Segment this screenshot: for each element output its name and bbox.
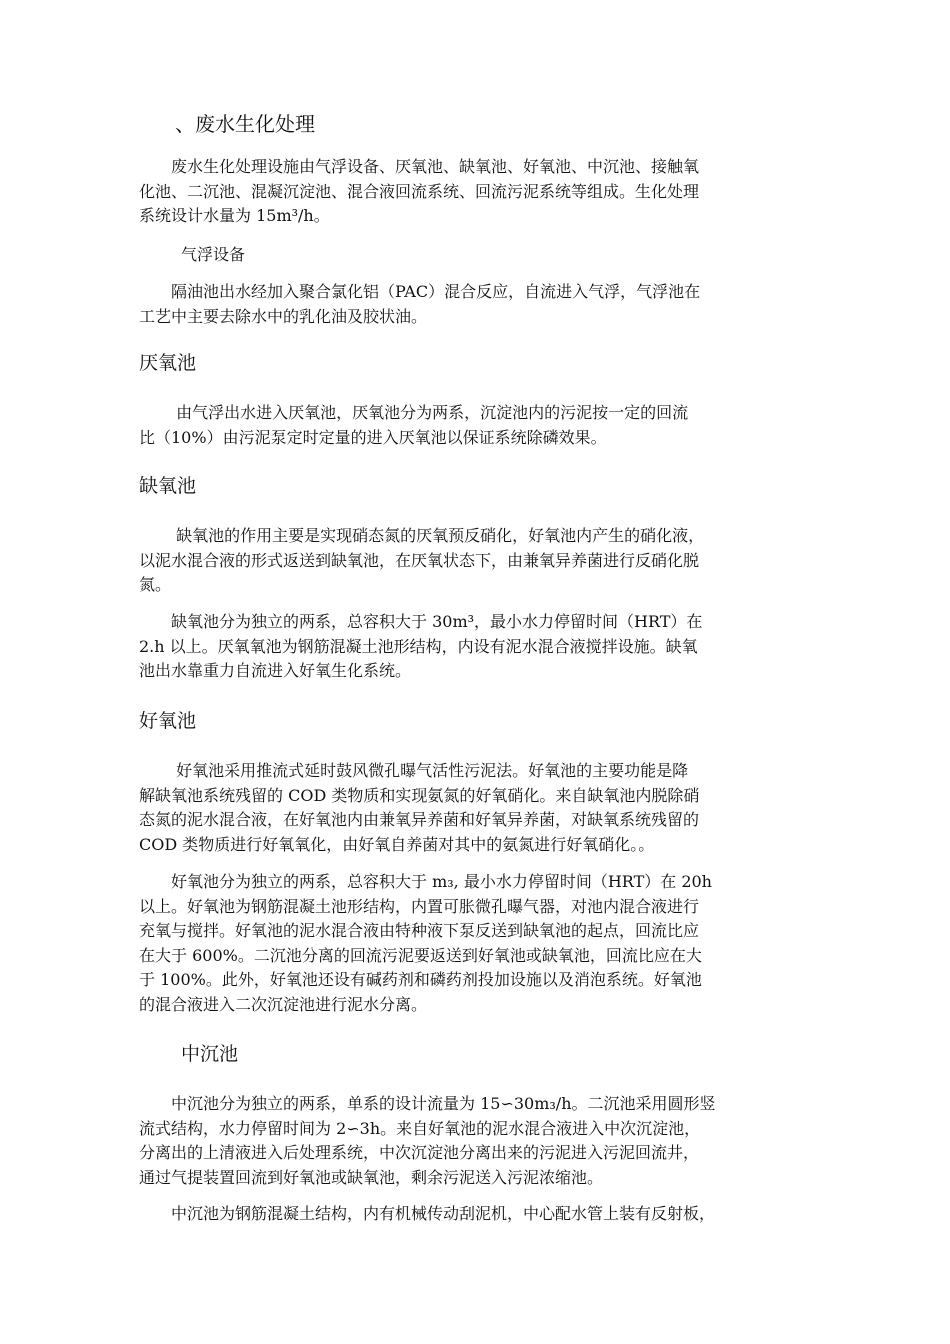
text-line: 隔油池出水经加入聚合氯化铝（PAC）混合反应，自流进入气浮，气浮池在: [139, 282, 701, 301]
text-line: 比（10%）由污泥泵定时定量的进入厌氧池以保证系统除磷效果。: [139, 427, 607, 447]
text-line: 中沉池为钢筋混凝土结构，内有机械传动刮泥机，中心配水管上装有反射板，: [139, 1204, 716, 1223]
clarifier-paragraph-2: [139, 1202, 819, 1227]
text-line: 分离出的上清液进入后处理系统，中次沉淀池分离出来的污泥进入污泥回流井，: [139, 1143, 700, 1162]
text-line: 中沉池分为独立的两系，单系的设计流量为 15∽30m₃/h。二沉池采用圆形竖: [139, 1094, 716, 1113]
text-line: 氮。: [139, 575, 172, 594]
text-line: 以泥水混合液的形式返送到缺氧池，在厌氧状态下，由兼氧异养菌进行反硝化脱: [139, 550, 700, 570]
text-line: 解缺氧池系统残留的 COD 类物质和实现氨氮的好氧硝化。来自缺氧池内脱除硝: [139, 785, 700, 805]
text-line: 好氧池采用推流式延时鼓风微孔曝气活性污泥法。好氧池的主要功能是降: [139, 761, 689, 780]
section-title: 、废水生化处理: [175, 112, 315, 136]
anaerobic-heading: 厌氧池: [139, 352, 197, 374]
flotation-paragraph: [139, 280, 819, 329]
clarifier-paragraph-1: [139, 1092, 819, 1190]
text-line: 由气浮出水进入厌氧池，厌氧池分为两系，沉淀池内的污泥按一定的回流: [139, 403, 689, 422]
text-line: 系统设计水量为 15m³/h。: [139, 206, 330, 225]
text-line: 化池、二沉池、混凝沉淀池、混合液回流系统、回流污泥系统等组成。生化处理: [139, 181, 700, 201]
aerobic-paragraph-1: [139, 759, 819, 857]
text-line: 以上。好氧池为钢筋混凝土池形结构，内置可胀微孔曝气器，对池内混合液进行: [139, 896, 700, 916]
text-line: 池出水靠重力自流进入好氧生化系统。: [139, 661, 412, 680]
anoxic-paragraph-2: [139, 610, 819, 684]
aerobic-heading: 好氧池: [139, 710, 197, 732]
aerobic-paragraph-2: [139, 870, 819, 1017]
intro-paragraph: [139, 155, 819, 229]
text-line: 的混合液进入二次沉淀池进行泥水分离。: [139, 994, 428, 1014]
text-line: 好氧池分为独立的两系，总容积大于 m₃, 最小水力停留时间（HRT）在 20h: [139, 872, 712, 891]
text-line: 缺氧池分为独立的两系，总容积大于 30m³，最小水力停留时间（HRT）在: [139, 612, 703, 631]
text-line: 缺氧池的作用主要是实现硝态氮的厌氧预反硝化，好氧池内产生的硝化液，: [139, 526, 705, 545]
text-line: 态氮的泥水混合液，在好氧池内由兼氧异养菌和好氧异养菌，对缺氧系统残留的: [139, 810, 700, 829]
anoxic-heading: 缺氧池: [139, 475, 197, 497]
anaerobic-paragraph: [139, 401, 819, 450]
text-line: 工艺中主要去除水中的乳化油及胶状油。: [139, 306, 428, 326]
text-line: 通过气提装置回流到好氧池或缺氧池，剩余污泥送入污泥浓缩池。: [139, 1167, 604, 1187]
flotation-heading: 气浮设备: [181, 245, 246, 264]
text-line: 流式结构，水力停留时间为 2∽3h。来自好氧池的泥水混合液进入中次沉淀池，: [139, 1118, 701, 1138]
text-line: 于 100%。此外，好氧池还设有碱药剂和磷药剂投加设施以及消泡系统。好氧池: [139, 970, 702, 989]
clarifier-heading: 中沉池: [181, 1043, 239, 1065]
text-line: 2.h 以上。厌氧氧池为钢筋混凝土池形结构，内设有泥水混合液搅拌设施。缺氧: [139, 636, 698, 656]
text-line: 废水生化处理设施由气浮设备、厌氧池、缺氧池、好氧池、中沉池、接触氧: [139, 157, 700, 176]
anoxic-paragraph-1: [139, 524, 819, 598]
text-line: 充氧与搅拌。好氧池的泥水混合液由特种液下泵反送到缺氧池的起点，回流比应: [139, 921, 700, 940]
text-line: 在大于 600%。二沉池分离的回流污泥要返送到好氧池或缺氧池，回流比应在大: [139, 945, 702, 965]
text-line: COD 类物质进行好氧氧化，由好氧自养菌对其中的氨氮进行好氧硝化。。: [139, 834, 655, 854]
